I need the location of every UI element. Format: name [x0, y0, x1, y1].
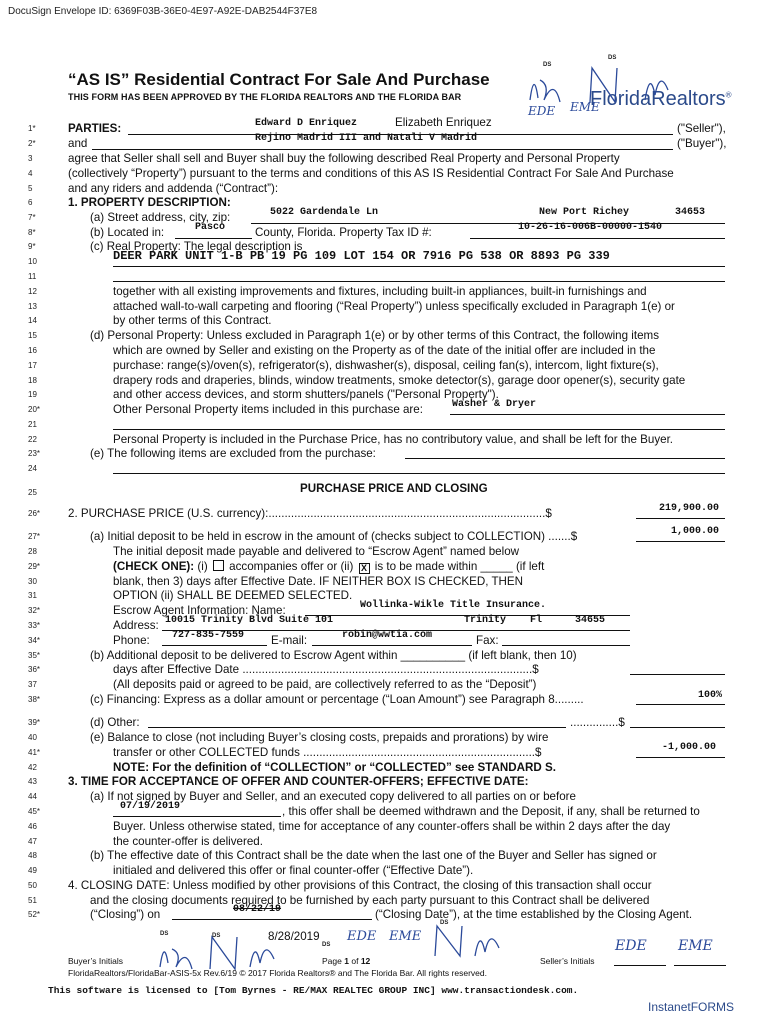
license-line: This software is licensed to [Tom Byrnes - RE/MAX REALTEC GROUP INC] www.transactiondesk.com. [48, 985, 579, 996]
contract-line-text: Address: [113, 619, 159, 632]
county-suffix: County, Florida. Property Tax ID #: [255, 226, 432, 239]
contract-line-text: purchase: range(s)/oven(s), refrigerator(s), dishwasher(s), disposal, ceiling fan(s), intercom, light fixture(s), [113, 359, 659, 372]
balance-field[interactable]: -1,000.00 [662, 742, 717, 753]
page-indicator [322, 956, 370, 966]
escrow-city-field[interactable]: Trinity [464, 615, 507, 626]
sign-date: 8/28/2019 [268, 930, 320, 943]
line-number: 37 [28, 680, 37, 689]
seller-initials-eme: EME [678, 938, 713, 954]
contract-line-text: and any riders and addenda (“Contract”): [68, 182, 279, 195]
line-number: 28 [28, 547, 37, 556]
instanet-logo: InstanetFORMS [648, 1000, 735, 1014]
contract-line-text: (“Closing”) on [90, 908, 161, 921]
option-mid-label: accompanies offer or (ii) [229, 560, 354, 573]
line-number: 27* [28, 532, 41, 541]
line-number: 8* [28, 228, 36, 237]
contract-line-text: days after Effective Date ..........................................................................................$ [113, 663, 539, 676]
contract-line-text: OPTION (ii) SHALL BE DEEMED SELECTED. [113, 589, 353, 602]
page-number: 1 [344, 956, 349, 966]
other-personal-field[interactable]: Washer & Dryer [452, 399, 537, 410]
line-number: 1* [28, 124, 36, 133]
buyer-suffix: ("Buyer"), [677, 137, 727, 150]
contract-line-text: initialed and delivered this offer or final counter-offer (“Effective Date”). [113, 864, 474, 877]
buyer-name-field[interactable]: Rejino Madrid III and Natali V Madrid [255, 133, 478, 144]
seller-suffix: ("Seller"), [677, 122, 726, 135]
contract-line-text: (a) If not signed by Buyer and Seller, and an executed copy delivered to all parties on or before [90, 790, 576, 803]
line-number: 24 [28, 464, 37, 473]
line-number: 49 [28, 866, 37, 875]
contract-line-text: 2. PURCHASE PRICE (U.S. currency):......................................................................................$ [68, 507, 552, 520]
contract-line-text: (b) The effective date of this Contract shall be the date when the last one of the Buyer and Seller has signed or [90, 849, 657, 862]
line-number: 47 [28, 837, 37, 846]
financing-field[interactable]: 100% [698, 690, 723, 701]
line-number: 7* [28, 213, 36, 222]
initials-eme: EME [570, 100, 600, 114]
line-number: 29* [28, 562, 41, 571]
escrow-email-field[interactable]: robin@wwtia.com [342, 630, 433, 641]
contract-line-text: Personal Property is included in the Purchase Price, has no contributory value, and shall be left for the Buyer. [113, 433, 674, 446]
contract-line-text: (b) Additional deposit to be delivered to Escrow Agent within __________ (if left blank, then 10) [90, 649, 577, 662]
contract-line-text: and [68, 137, 88, 150]
check-one-label: (CHECK ONE): [113, 560, 195, 573]
initials-eme: EME [389, 929, 422, 944]
initial-deposit-field[interactable]: 1,000.00 [671, 526, 720, 537]
legal-description-field[interactable]: DEER PARK UNIT 1-B PB 19 PG 109 LOT 154 OR 7916 PG 538 OR 8893 PG 339 [113, 249, 610, 263]
escrow-address-field[interactable]: 10015 Trinity Blvd Suite 101 [165, 615, 334, 626]
page-subtitle: THIS FORM HAS BEEN APPROVED BY THE FLORIDA REALTORS AND THE FLORIDA BAR [68, 92, 462, 102]
contract-line-text: (All deposits paid or agreed to be paid, are collectively referred to as the “Deposit”) [113, 678, 537, 691]
seller-initials-label: Seller’s Initials [540, 956, 595, 966]
line-number: 34* [28, 636, 41, 645]
ds-label: DS [543, 62, 552, 68]
contract-line-text: (c) Financing: Express as a dollar amount or percentage (“Loan Amount”) see Paragraph 8......... [90, 693, 584, 706]
street-field[interactable]: 5022 Gardendale Ln [270, 207, 379, 218]
line-number: 18 [28, 376, 37, 385]
line-number: 19 [28, 390, 37, 399]
check-one-row [113, 560, 544, 574]
contract-line-text: transfer or other COLLECTED funds ........................................................................$ [113, 746, 542, 759]
contract-line-text: , this offer shall be deemed withdrawn and the Deposit, if any, shall be returned to [282, 805, 700, 818]
line-number: 3 [28, 154, 33, 163]
line-number: 9* [28, 242, 36, 251]
escrow-zip-field[interactable]: 34655 [575, 615, 606, 626]
contract-line-text: Other Personal Property items included in this purchase are: [113, 403, 423, 416]
section-header: PURCHASE PRICE AND CLOSING [300, 482, 488, 495]
ds-label: DS [160, 931, 169, 937]
envelope-id: DocuSign Envelope ID: 6369F03B-36E0-4E97-A92E-DAB2544F37E8 [8, 6, 318, 17]
contract-line-text: PARTIES: [68, 122, 122, 135]
option-i-label: (i) [197, 560, 208, 573]
line-number: 44 [28, 792, 37, 801]
line-number: 15 [28, 331, 37, 340]
contract-line-text: (collectively “Property”) pursuant to the terms and conditions of this AS IS Residential Contract For Sale And Purchase [68, 167, 674, 180]
contract-line-text: (d) Personal Property: Unless excluded in Paragraph 1(e) or by other terms of this Contract, the following items [90, 329, 659, 342]
seller2-name-field[interactable]: Elizabeth Enriquez [395, 116, 492, 129]
line-number: 39* [28, 718, 41, 727]
escrow-phone-field[interactable]: 727-835-7559 [172, 630, 245, 641]
line-number: 38* [28, 695, 41, 704]
seller-initials-ede: EDE [615, 938, 647, 954]
line-number: 43 [28, 777, 37, 786]
line-number: 6 [28, 198, 33, 207]
contract-line-text: (e) Balance to close (not including Buyer’s closing costs, prepaids and prorations) by wire [90, 731, 549, 744]
offer-date-field[interactable]: 07/19/2019 [120, 801, 181, 812]
contract-line-text: the counter-offer is delivered. [113, 835, 263, 848]
seller-name-field[interactable]: Edward D Enriquez [255, 118, 358, 129]
line-number: 30 [28, 577, 37, 586]
contract-line-text: 1. PROPERTY DESCRIPTION: [68, 196, 231, 209]
contract-line-text: which are owned by Seller and existing on the Property as of the date of the initial offer are included in the [113, 344, 656, 357]
line-number: 48 [28, 851, 37, 860]
contract-line-text: and the closing documents required to be furnished by each party pursuant to this Contract shall be delivered [90, 894, 650, 907]
option-end-label: is to be made within _____ (if left [374, 560, 545, 573]
line-number: 51 [28, 896, 37, 905]
contract-line-text: (a) Street address, city, zip: [90, 211, 231, 224]
contract-line-text: (d) Other: [90, 716, 140, 729]
fax-label: Fax: [476, 634, 499, 647]
line-number: 45* [28, 807, 41, 816]
contract-line-text: 3. TIME FOR ACCEPTANCE OF OFFER AND COUNTER-OFFERS; EFFECTIVE DATE: [68, 775, 529, 788]
contract-line-text: blank, then 3) days after Effective Date. IF NEITHER BOX IS CHECKED, THEN [113, 575, 524, 588]
buyer-initials-label: Buyer’s Initials [68, 956, 123, 966]
page-title: “AS IS” Residential Contract For Sale And Purchase [68, 70, 490, 89]
page-of: of [351, 956, 359, 966]
closing-suffix: (“Closing Date”), at the time established by the Closing Agent. [375, 908, 693, 921]
escrow-name-field[interactable]: Wollinka-Wikle Title Insurance. [360, 600, 547, 611]
line-number: 21 [28, 420, 37, 429]
buyer-signature-icon [150, 933, 280, 973]
line-number: 26* [28, 509, 41, 518]
line-number: 2* [28, 139, 36, 148]
contract-line-text: together with all existing improvements and fixtures, including built-in appliances, built-in furnishings and [113, 285, 647, 298]
line-number: 25 [28, 488, 37, 497]
line-number: 11 [28, 272, 37, 281]
contract-line-text: attached wall-to-wall carpeting and flooring (“Real Property”) unless specifically excluded in Paragraph 1(e) or [113, 300, 675, 313]
logo-text: FloridaRealtors [590, 88, 726, 110]
line-number: 46 [28, 822, 37, 831]
seller-signature-icon [425, 922, 505, 962]
line-number: 32* [28, 606, 41, 615]
line-number: 4 [28, 169, 33, 178]
line-number: 20* [28, 405, 41, 414]
option-i-checkbox[interactable] [213, 560, 224, 571]
email-label: E-mail: [271, 634, 308, 647]
line-number: 22 [28, 435, 37, 444]
option-ii-checkbox[interactable]: X [359, 563, 370, 574]
line-number: 35* [28, 651, 41, 660]
contract-line-text: and other access devices, and storm shutters/panels ("Personal Property"). [113, 388, 499, 401]
form-line: FloridaRealtors/FloridaBar-ASIS-5x Rev.6/19 © 2017 Florida Realtors® and The Florida Bar. All rights reserved. [68, 968, 487, 978]
initials-ede: EDE [528, 104, 556, 118]
florida-realtors-logo: FloridaRealtors® [590, 88, 732, 110]
contract-line-text: NOTE: For the definition of “COLLECTION” or “COLLECTED” see STANDARD S. [113, 761, 556, 774]
closing-date-field[interactable]: 08/22/19 [233, 904, 282, 915]
line-number: 40 [28, 733, 37, 742]
page-total: 12 [360, 956, 371, 966]
line-number: 14 [28, 316, 37, 325]
ds-label: DS [440, 920, 449, 926]
ds-label: DS [212, 933, 221, 939]
county-field[interactable]: Pasco [195, 222, 226, 233]
line-number: 17 [28, 361, 37, 370]
contract-line-text: (e) The following items are excluded from the purchase: [90, 447, 376, 460]
line-number: 50 [28, 881, 37, 890]
line-number: 52* [28, 910, 41, 919]
tax-id-field[interactable]: 10-26-16-006B-00000-1540 [518, 222, 663, 233]
contract-line-text: (b) Located in: [90, 226, 165, 239]
city-field[interactable]: New Port Richey [539, 207, 630, 218]
contract-line-text: Escrow Agent Information: Name: [113, 604, 286, 617]
line-number: 12 [28, 287, 37, 296]
line-number: 31 [28, 591, 37, 600]
line-number: 33* [28, 621, 41, 630]
contract-line-text: Buyer. Unless otherwise stated, time for acceptance of any counter-offers shall be within 2 days after the day [113, 820, 671, 833]
contract-line-text: 4. CLOSING DATE: Unless modified by other provisions of this Contract, the closing of this transaction shall occur [68, 879, 652, 892]
contract-line-text: (a) Initial deposit to be held in escrow in the amount of (checks subject to COLLECTION) .......$ [90, 530, 578, 543]
contract-line-text: agree that Seller shall sell and Buyer shall buy the following described Real Property and Personal Property [68, 152, 620, 165]
line-number: 16 [28, 346, 37, 355]
ds-label: DS [608, 55, 617, 61]
ds-label: DS [322, 942, 331, 948]
line-number: 42 [28, 763, 37, 772]
line-number: 41* [28, 748, 41, 757]
line-number: 5 [28, 184, 33, 193]
zip-field[interactable]: 34653 [675, 207, 706, 218]
purchase-price-field[interactable]: 219,900.00 [659, 503, 720, 514]
initials-ede: EDE [347, 929, 377, 944]
contract-line-text: drapery rods and draperies, blinds, window treatments, smoke detector(s), garage door opener(s), security gate [113, 374, 686, 387]
contract-line-text: Phone: [113, 634, 150, 647]
line-number: 10 [28, 257, 37, 266]
contract-line-text: The initial deposit made payable and delivered to “Escrow Agent” named below [113, 545, 520, 558]
contract-line-text: by other terms of this Contract. [113, 314, 272, 327]
escrow-state-field[interactable]: Fl [530, 615, 543, 626]
contract-line-text: (c) Real Property: The legal description is [90, 240, 303, 253]
page-prefix: Page [322, 956, 342, 966]
line-number: 13 [28, 302, 37, 311]
other-dollar: ...............$ [570, 716, 625, 729]
line-number: 36* [28, 665, 41, 674]
line-number: 23* [28, 449, 41, 458]
